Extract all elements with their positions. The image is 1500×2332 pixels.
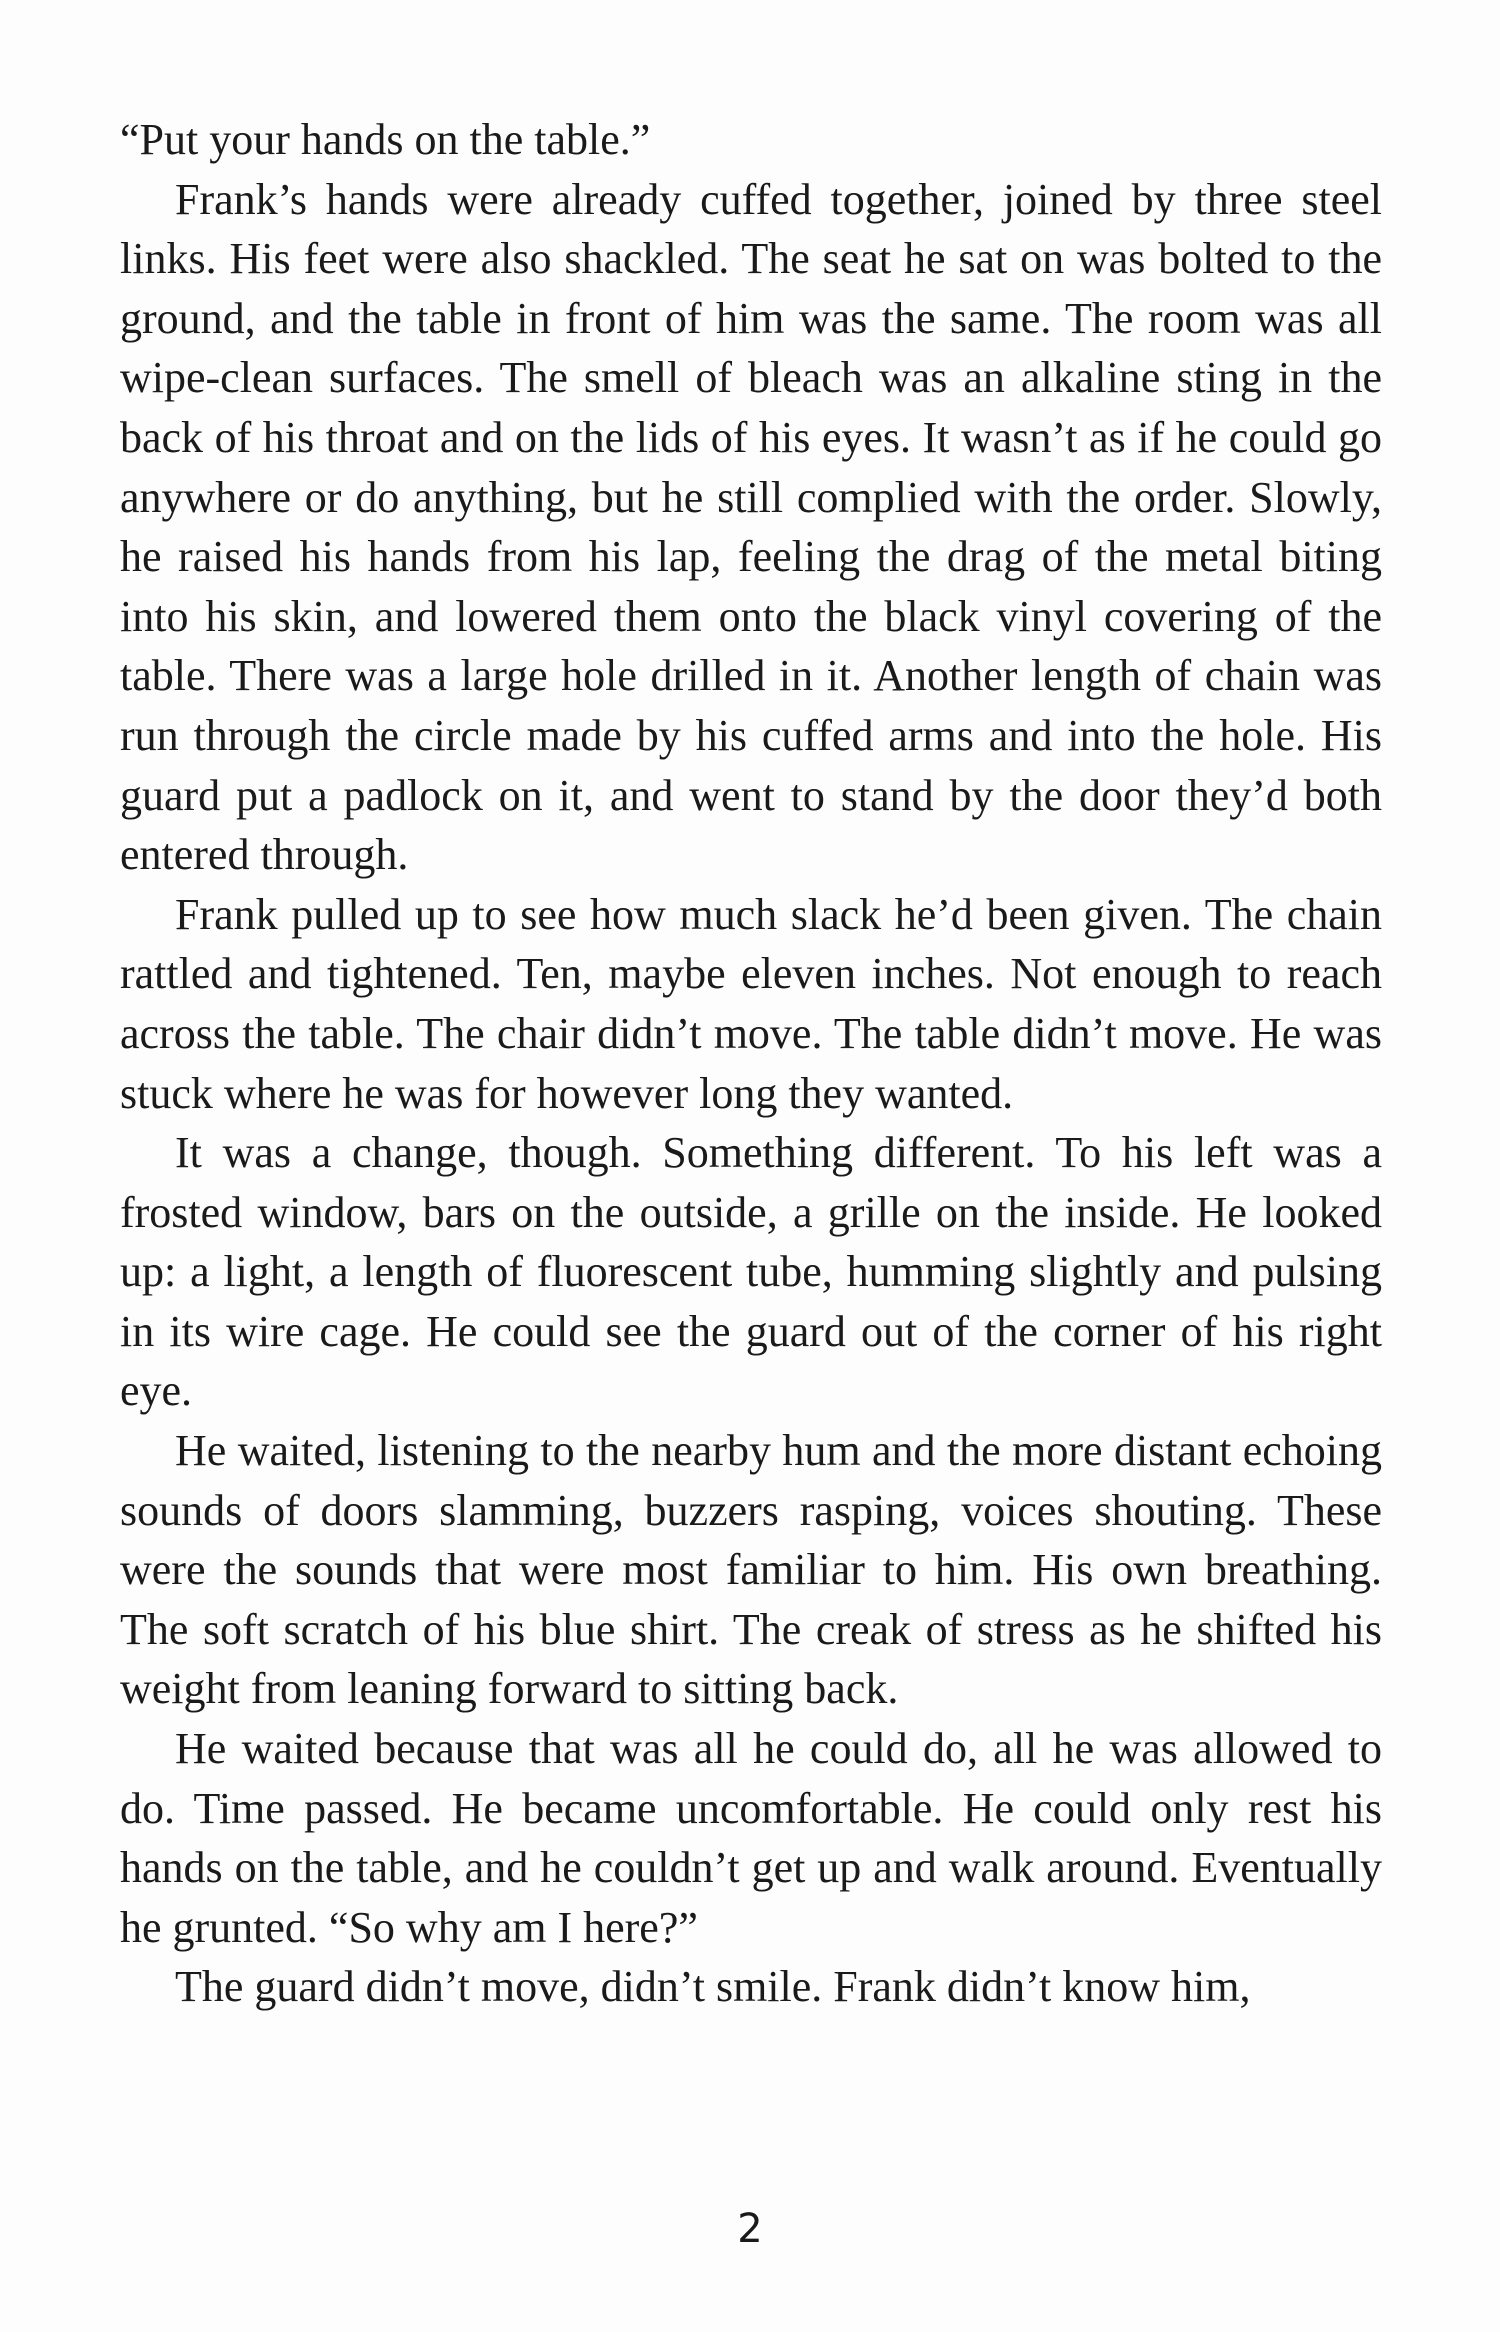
paragraph-1: “Put your hands on the table.” [120,115,651,164]
body-text [120,110,1382,2017]
page-number: 2 [737,2206,763,2252]
paragraph-4: It was a change, though. Something different. To his left was a frosted window, bars on the outside, a grille on the inside. He looked up: a light, a length of fluorescent tube, humming slightly and pulsing in its wire cage. He could see the guard out of the corner of his right eye. [120,1128,1382,1416]
paragraph-7: The guard didn’t move, didn’t smile. Frank didn’t know him, [175,1962,1251,2012]
paragraph-6: He waited because that was all he could do, all he was allowed to do. Time passed. He became uncomfortable. He could only rest his hands on the table, and he couldn’t get up and walk around. Eventually he grunted. “So why am I here?” [120,1724,1382,1952]
paragraph-3: Frank pulled up to see how much slack he’d been given. The chain rattled and tightened. Ten, maybe eleven inches. Not enough to reach across the table. The chair didn’t move. The table didn’t move. He was stuck where he was for however long they wanted. [120,889,1382,1118]
paragraph-5: He waited, listening to the nearby hum and the more distant echoing sounds of doors slamming, buzzers rasping, voices shouting. These were the sounds that were most familiar to him. His own breathing. The soft scratch of his blue shirt. The creak of stress as he shifted his weight from leaning forward to sitting back. [120,1426,1382,1714]
paragraph-2: Frank’s hands were already cuffed together, joined by three steel links. His feet were also shackled. The seat he sat on was bolted to the ground, and the table in front of him was the same. The room was all wipe-clean surfaces. The smell of bleach was an alkaline sting in the back of his throat and on the lids of his eyes. It wasn’t as if he could go anywhere or do anything, but he still complied with the order. Slowly, he raised his hands from his lap, feeling the drag of the metal biting into his skin, and lowered them onto the black vinyl covering of the table. There was a large hole drilled in it. Another length of chain was run through the circle made by his cuffed arms and into the hole. His guard put a padlock on it, and went to stand by the door they’d both entered through. [120,174,1382,880]
